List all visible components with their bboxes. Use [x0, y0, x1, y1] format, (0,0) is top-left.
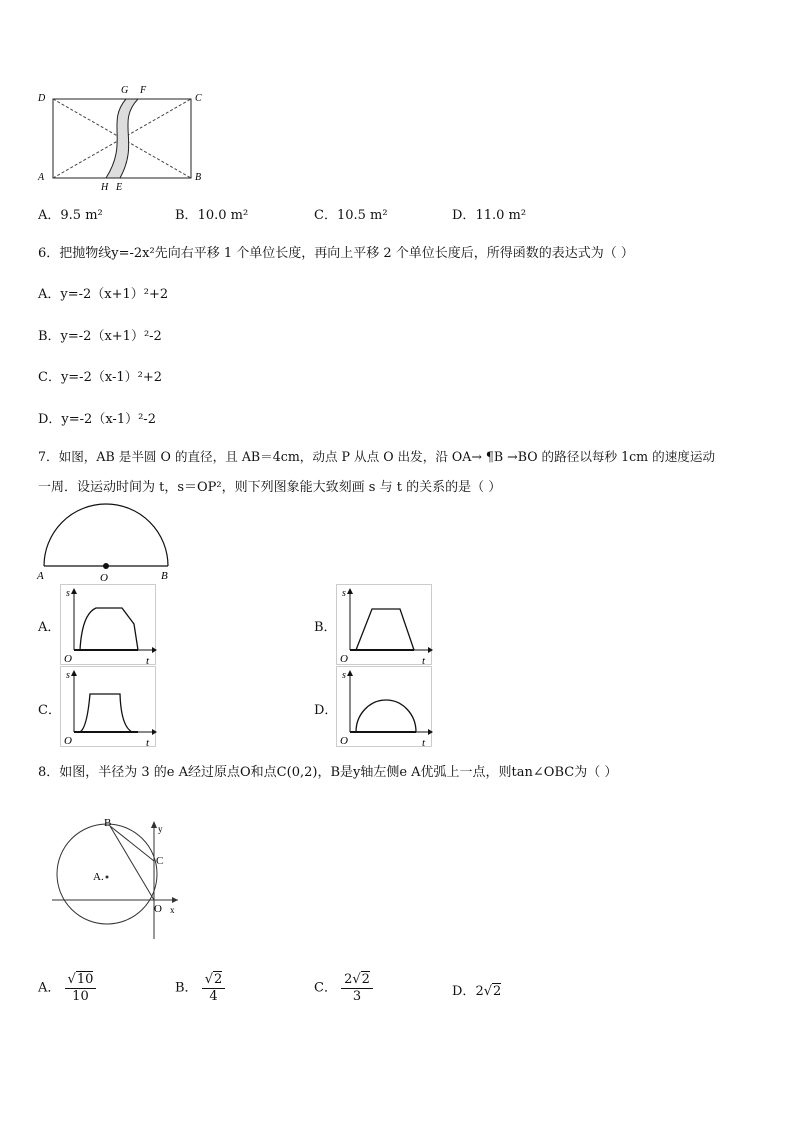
svg-text:O: O — [340, 653, 348, 665]
svg-text:t: t — [422, 655, 426, 666]
svg-text:s: s — [342, 588, 346, 599]
q8-option-c-fraction: $\frac{2√2}{3}$ — [341, 972, 373, 1005]
q8-label-o: O — [154, 903, 162, 915]
q7-option-d-label[interactable]: D． — [314, 703, 338, 718]
q8-circle-figure — [50, 814, 180, 946]
q5-label-b: B — [195, 172, 202, 183]
q6-option-a[interactable]: A．y=-2（x+1）²+2 — [38, 287, 169, 302]
svg-text:O: O — [64, 735, 72, 747]
q5-option-d[interactable]: D．11.0 m² — [452, 208, 527, 223]
svg-text:s: s — [66, 588, 70, 599]
q8-option-d[interactable]: D．2√2 — [452, 984, 502, 999]
q7-option-a-label[interactable]: A． — [38, 620, 61, 635]
q6-option-c[interactable]: C．y=-2（x-1）²+2 — [38, 370, 162, 385]
q6-stem: 6．把抛物线y=-2x²先向右平移 1 个单位长度，再向上平移 2 个单位长度后，所得函数的表达式为（ ） — [38, 246, 634, 261]
q8-label-y: y — [158, 824, 163, 834]
q7-graph-c[interactable] — [60, 666, 160, 748]
svg-text:t: t — [146, 737, 150, 748]
q8-option-c[interactable]: C． $\frac{2√2}{3}$ — [314, 972, 373, 1012]
q8-option-a-fraction: $\frac{√10}{10}$ — [65, 972, 97, 1005]
q8-label-x: x — [170, 905, 175, 915]
q7-option-b-label[interactable]: B． — [314, 620, 337, 635]
q5-label-e: E — [116, 182, 123, 193]
q5-option-a[interactable]: A．9.5 m² — [38, 208, 103, 223]
q7-stem-line2: 一周．设运动时间为 t，s＝OP²，则下列图象能大致刻画 s 与 t 的关系的是（ ） — [38, 480, 502, 495]
q8-label-c: C — [156, 855, 164, 867]
q7-stem-line1: 7．如图，AB 是半圆 O 的直径，且 AB＝4cm，动点 P 从点 O 出发，沿 OA→ ¶B →BO 的路径以每秒 1cm 的速度运动 — [38, 449, 716, 464]
q8-label-a: A. — [93, 871, 104, 883]
q5-label-f: F — [140, 85, 147, 96]
svg-text:s: s — [342, 670, 346, 681]
svg-text:t: t — [422, 737, 426, 748]
q5-label-d: D — [38, 93, 46, 104]
svg-text:t: t — [146, 655, 150, 666]
q5-label-a: A — [38, 172, 45, 183]
q5-label-g: G — [121, 85, 129, 96]
svg-text:s: s — [66, 670, 70, 681]
q6-option-b[interactable]: B．y=-2（x+1）²-2 — [38, 329, 162, 344]
q8-label-b: B — [104, 817, 112, 829]
svg-text:O: O — [64, 653, 72, 665]
q5-option-c[interactable]: C．10.5 m² — [314, 208, 388, 223]
q8-option-b-fraction: $\frac{√2}{4}$ — [202, 972, 226, 1005]
q7-graph-a[interactable] — [60, 584, 160, 666]
q8-option-b[interactable]: B． $\frac{√2}{4}$ — [175, 972, 225, 1012]
q5-rectangle-figure — [34, 82, 212, 194]
q5-option-b[interactable]: B．10.0 m² — [175, 208, 249, 223]
q8-stem: 8．如图，半径为 3 的e A经过原点O和点C(0,2)，B是y轴左侧e A优弧上一点，则tan∠OBC为（ ） — [38, 765, 618, 780]
q7-graph-d[interactable] — [336, 666, 436, 748]
q5-label-c: C — [195, 93, 202, 104]
q5-label-h: H — [101, 182, 109, 193]
q7-option-c-label[interactable]: C． — [38, 703, 61, 718]
q7-label-a: A — [37, 570, 44, 582]
q7-semicircle-figure — [34, 500, 182, 586]
q7-label-o: O — [100, 572, 108, 584]
svg-text:O: O — [340, 735, 348, 747]
q8-option-a[interactable]: A． $\frac{√10}{10}$ — [38, 972, 96, 1012]
q7-label-b: B — [161, 570, 168, 582]
q6-option-d[interactable]: D．y=-2（x-1）²-2 — [38, 412, 156, 427]
q7-graph-b[interactable] — [336, 584, 436, 666]
